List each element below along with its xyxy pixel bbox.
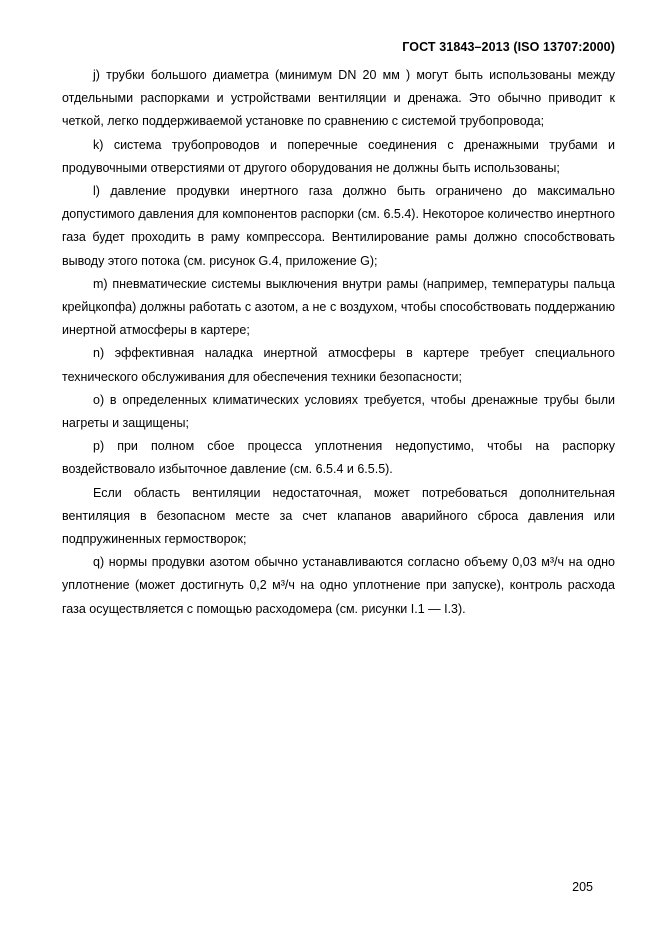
paragraph-item-o: o) в определенных климатических условиях требуется, чтобы дренажные трубы были нагреты и защищены;: [62, 392, 615, 431]
paragraph-item-n: n) эффективная наладка инертной атмосферы в картере требует специального технического обслуживания для обеспечения техники безопасности;: [62, 346, 615, 384]
paragraph-item-k: k) система трубопроводов и поперечные соединения с дренажными трубами и продувочными отверстиями от другого оборудования не должны быть использованы;: [62, 137, 615, 175]
paragraph-item-m: m) пневматические системы выключения внутри рамы (например, температуры пальца крейцкопфа) должны работать с азотом, а не с воздухом, чтобы способствовать поддержанию инертной атмосферы в картере;: [62, 276, 615, 338]
document-header: ГОСТ 31843–2013 (ISO 13707:2000): [402, 40, 615, 54]
paragraph-item-l: l) давление продувки инертного газа должно быть ограничено до максимально допустимого давления для компонентов распорки (см. 6.5.4). Некоторое количество инертного газа будет проходить в раму компрессора. Вентилирование рамы должно способствовать выводу этого потока (см. рисунок G.4, приложение G);: [62, 184, 615, 268]
document-body: [62, 64, 615, 621]
page-number: 205: [572, 880, 593, 894]
paragraph-ventilation-note: Если область вентиляции недостаточная, может потребоваться дополнительная вентиляция в безопасном месте за счет клапанов аварийного сброса давления или подпружиненных гермостворок;: [62, 485, 615, 547]
paragraph-item-j: j) трубки большого диаметра (минимум DN 20 мм ) могут быть использованы между отдельными распорками и устройствами вентиляции и дренажа. Это обычно приводит к четкой, легко поддерживаемой установке по сравнению с системой трубопровода;: [62, 68, 615, 129]
paragraph-item-p: p) при полном сбое процесса уплотнения недопустимо, чтобы на распорку воздействовало избыточное давление (см. 6.5.4 и 6.5.5).: [62, 439, 615, 477]
paragraph-item-q: q) нормы продувки азотом обычно устанавливаются согласно объему 0,03 м³/ч на одно уплотнение (может достигнуть 0,2 м³/ч на одно уплотнение при запуске), контроль расхода газа осуществляется с помощью расходомера (см. рисунки I.1 — I.3).: [62, 555, 615, 616]
